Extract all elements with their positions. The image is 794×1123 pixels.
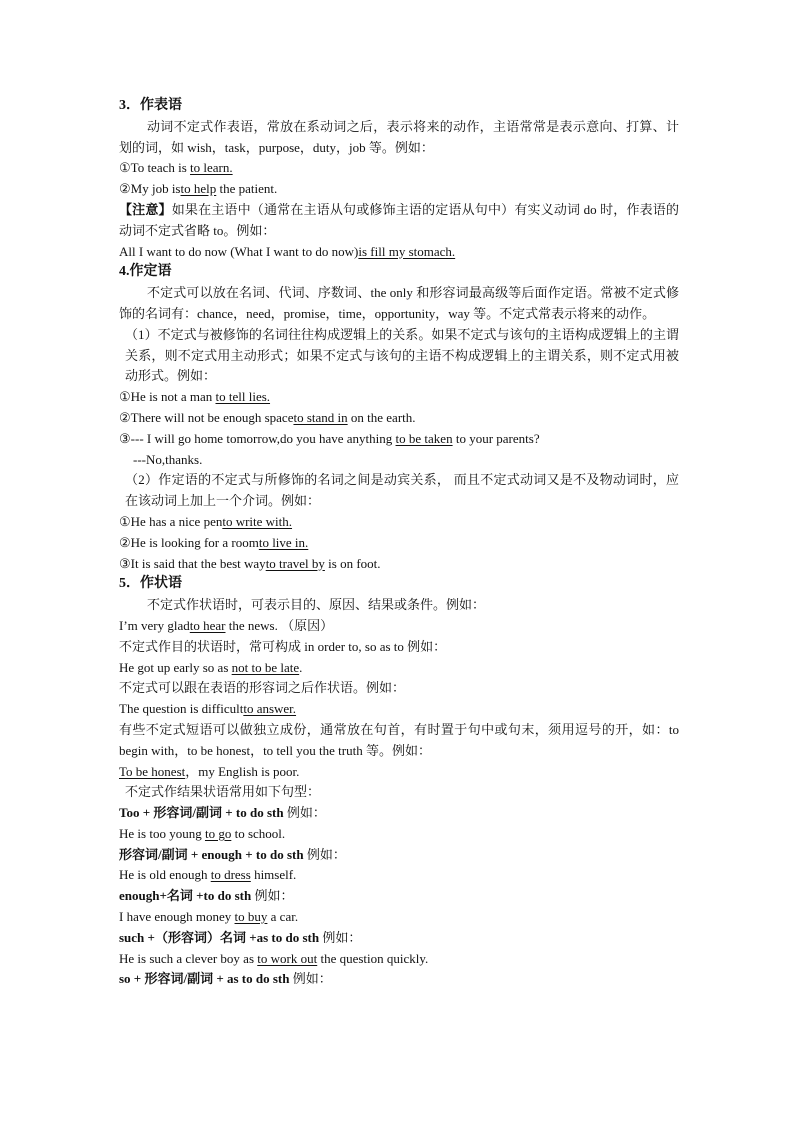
example-sentence: ①He has a nice pento write with. xyxy=(119,513,293,529)
example-sentence: The question is difficultto answer. xyxy=(119,701,297,717)
paragraph: 有些不定式短语可以做独立成份，通常放在句首，有时置于句中或句末，须用逗号的开，如：to begin with，to be honest，to tell you the truth 等。例如： xyxy=(119,721,679,758)
section-heading: 5．作状语 xyxy=(119,576,182,592)
underlined-phrase: to hear xyxy=(189,617,226,633)
paragraph: （2）作定语的不定式与所修饰的名词之间是动宾关系， 而且不定式动词又是不及物动词时，应在该动词上加上一个介词。例如： xyxy=(125,472,679,509)
note-label: 【注意】 xyxy=(119,201,172,217)
underlined-phrase: to live in. xyxy=(258,534,309,550)
underlined-phrase: to stand in xyxy=(293,409,348,425)
paragraph: 不定式作目的状语时，常可构成 in order to, so as to 例如： xyxy=(119,638,447,654)
underlined-phrase: to learn. xyxy=(190,160,233,176)
underlined-phrase: to help xyxy=(180,181,217,197)
paragraph: 不定式可以放在名词、代词、序数词、the only 和形容词最高级等后面作定语。常被不定式修饰的名词有：chance，need，promise，time，opportunity，way 等。不定式常表示将来的动作。 xyxy=(119,285,679,321)
underlined-phrase: to answer. xyxy=(243,701,297,717)
paragraph: （1）不定式与被修饰的名词往往构成逻辑上的关系。如果不定式与该句的主语构成逻辑上的主谓关系，则不定式用主动形式；如果不定式与该句的主语不构成逻辑上的主谓关系，则不定式用被动形式。例如： xyxy=(125,326,679,384)
document-page xyxy=(119,96,679,990)
underlined-phrase: to tell lies. xyxy=(215,389,271,405)
underlined-phrase: to be taken xyxy=(395,430,453,446)
example-sentence: He is too young to go to school. xyxy=(119,825,286,841)
example-sentence: To be honest，my English is poor. xyxy=(119,763,300,779)
sentence-pattern: 形容词/副词 + enough + to do sth 例如： xyxy=(119,846,346,862)
underlined-phrase: To be honest xyxy=(119,763,186,779)
paragraph: 不定式可以跟在表语的形容词之后作状语。例如： xyxy=(119,680,406,696)
sentence-pattern: so + 形容词/副词 + as to do sth 例如： xyxy=(119,971,332,987)
example-reply: ---No,thanks. xyxy=(133,451,203,467)
example-sentence: ①To teach is to learn. xyxy=(119,160,233,176)
example-sentence: ③--- I will go home tomorrow,do you have anything to be taken to your parents? xyxy=(119,430,540,446)
example-sentence: I’m very gladto hear the news. （原因） xyxy=(119,617,334,633)
example-sentence: He got up early so as not to be late. xyxy=(119,659,303,675)
example-sentence: ②There will not be enough spaceto stand in on the earth. xyxy=(119,409,416,425)
example-sentence: He is such a clever boy as to work out the question quickly. xyxy=(119,950,429,966)
section-heading: 4.作定语 xyxy=(119,264,172,280)
paragraph: 动词不定式作表语，常放在系动词之后，表示将来的动作，主语常常是表示意向、打算、计划的词，如 wish，task，purpose，duty，job 等。例如： xyxy=(119,118,679,155)
example-sentence: ③It is said that the best wayto travel by is on foot. xyxy=(119,555,381,571)
paragraph: 不定式作结果状语常用如下句型： xyxy=(125,784,321,800)
example-sentence: ①He is not a man to tell lies. xyxy=(119,389,271,405)
example-sentence: I have enough money to buy a car. xyxy=(119,909,299,925)
sentence-pattern: Too + 形容词/副词 + to do sth 例如： xyxy=(119,805,326,821)
sentence-pattern: such +（形容词）名词 +as to do sth 例如： xyxy=(119,929,362,945)
section-heading: 3．作表语 xyxy=(119,98,182,113)
underlined-phrase: to buy xyxy=(234,909,268,925)
sentence-pattern: enough+名词 +to do sth 例如： xyxy=(119,888,294,904)
underlined-phrase: to work out xyxy=(257,950,318,966)
underlined-phrase: to go xyxy=(204,825,232,841)
paragraph: 不定式作状语时，可表示目的、原因、结果或条件。例如： xyxy=(147,597,486,613)
underlined-phrase: to write with. xyxy=(222,513,293,529)
underlined-phrase: to dress xyxy=(210,867,251,883)
example-sentence: He is old enough to dress himself. xyxy=(119,867,297,883)
example-sentence: ②He is looking for a roomto live in. xyxy=(119,534,309,550)
note-paragraph: 【注意】如果在主语中（通常在主语从句或修饰主语的定语从句中）有实义动词 do 时，作表语的动词不定式省略 to。例如： xyxy=(119,201,679,238)
underlined-phrase: to travel by xyxy=(265,555,325,571)
example-sentence: ②My job isto help the patient. xyxy=(119,181,278,197)
example-sentence: All I want to do now (What I want to do now)is fill my stomach. xyxy=(119,243,456,259)
underlined-phrase: is fill my stomach. xyxy=(358,243,456,259)
underlined-phrase: not to be late xyxy=(231,659,300,675)
